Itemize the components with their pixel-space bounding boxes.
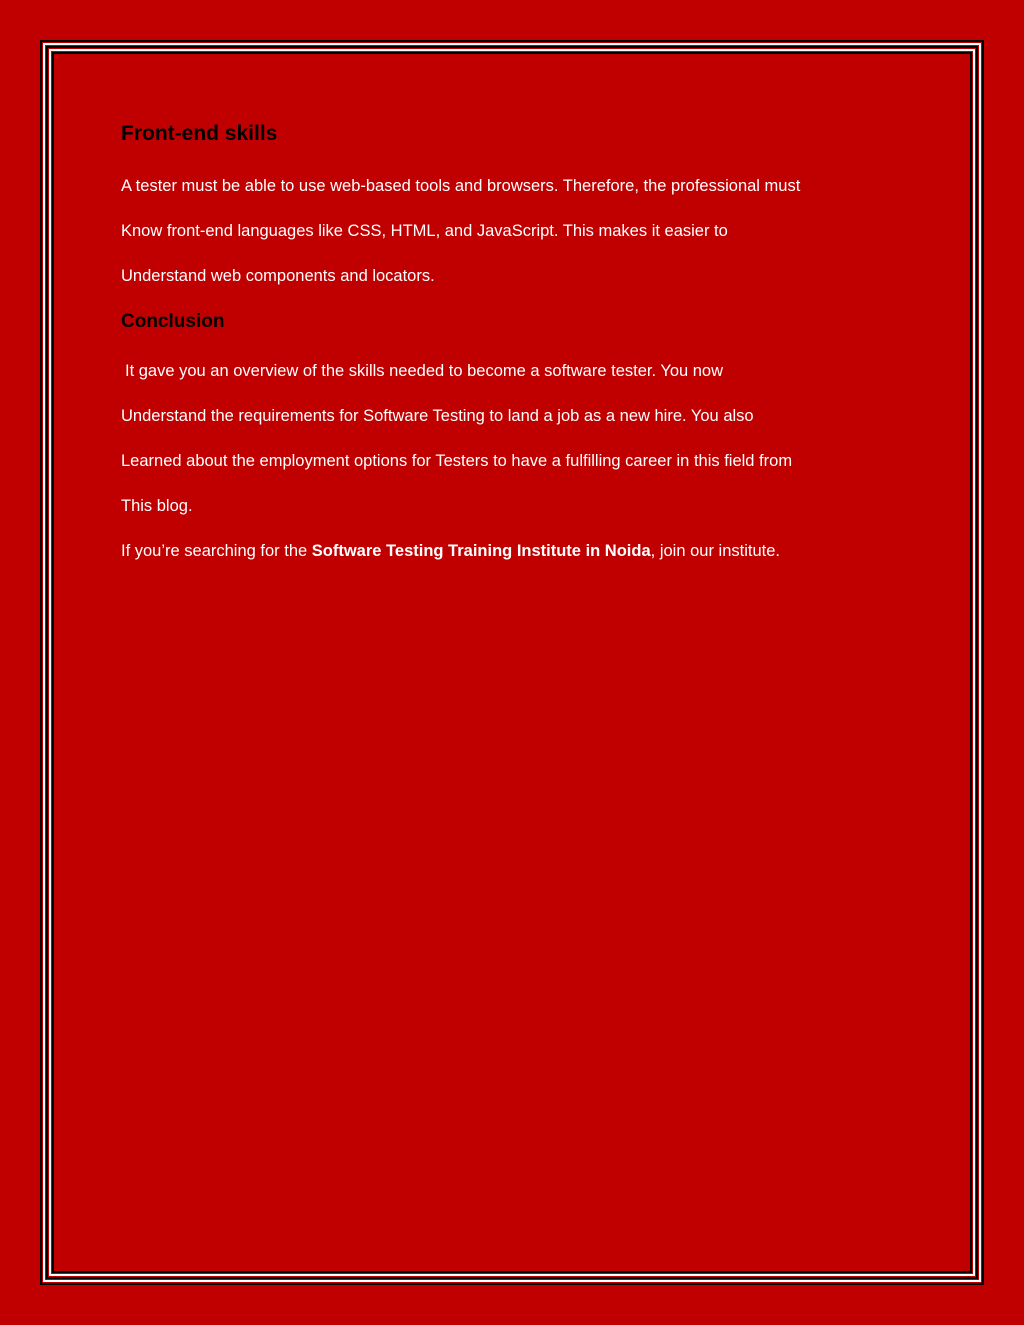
paragraph-line: Know front-end languages like CSS, HTML, and JavaScript. This makes it easier to bbox=[121, 222, 728, 240]
closing-suffix: , join our institute. bbox=[650, 542, 780, 560]
paragraph-line: A tester must be able to use web-based tools and browsers. Therefore, the professional must bbox=[121, 177, 801, 195]
paragraph-line: This blog. bbox=[121, 497, 193, 515]
paragraph-line: It gave you an overview of the skills needed to become a software tester. You now bbox=[125, 362, 724, 380]
closing-prefix: If you’re searching for the bbox=[121, 542, 312, 560]
paragraph-line: Learned about the employment options for Testers to have a fulfilling career in this field from bbox=[121, 452, 793, 470]
section-heading-conclusion: Conclusion bbox=[121, 311, 225, 332]
section-heading-front-end-skills: Front-end skills bbox=[121, 122, 278, 145]
institute-name-bold: Software Testing Training Institute in Noida bbox=[311, 542, 651, 560]
closing-paragraph bbox=[121, 542, 780, 561]
paragraph-line: Understand the requirements for Software Testing to land a job as a new hire. You also bbox=[121, 407, 754, 425]
paragraph-line: Understand web components and locators. bbox=[121, 267, 435, 285]
